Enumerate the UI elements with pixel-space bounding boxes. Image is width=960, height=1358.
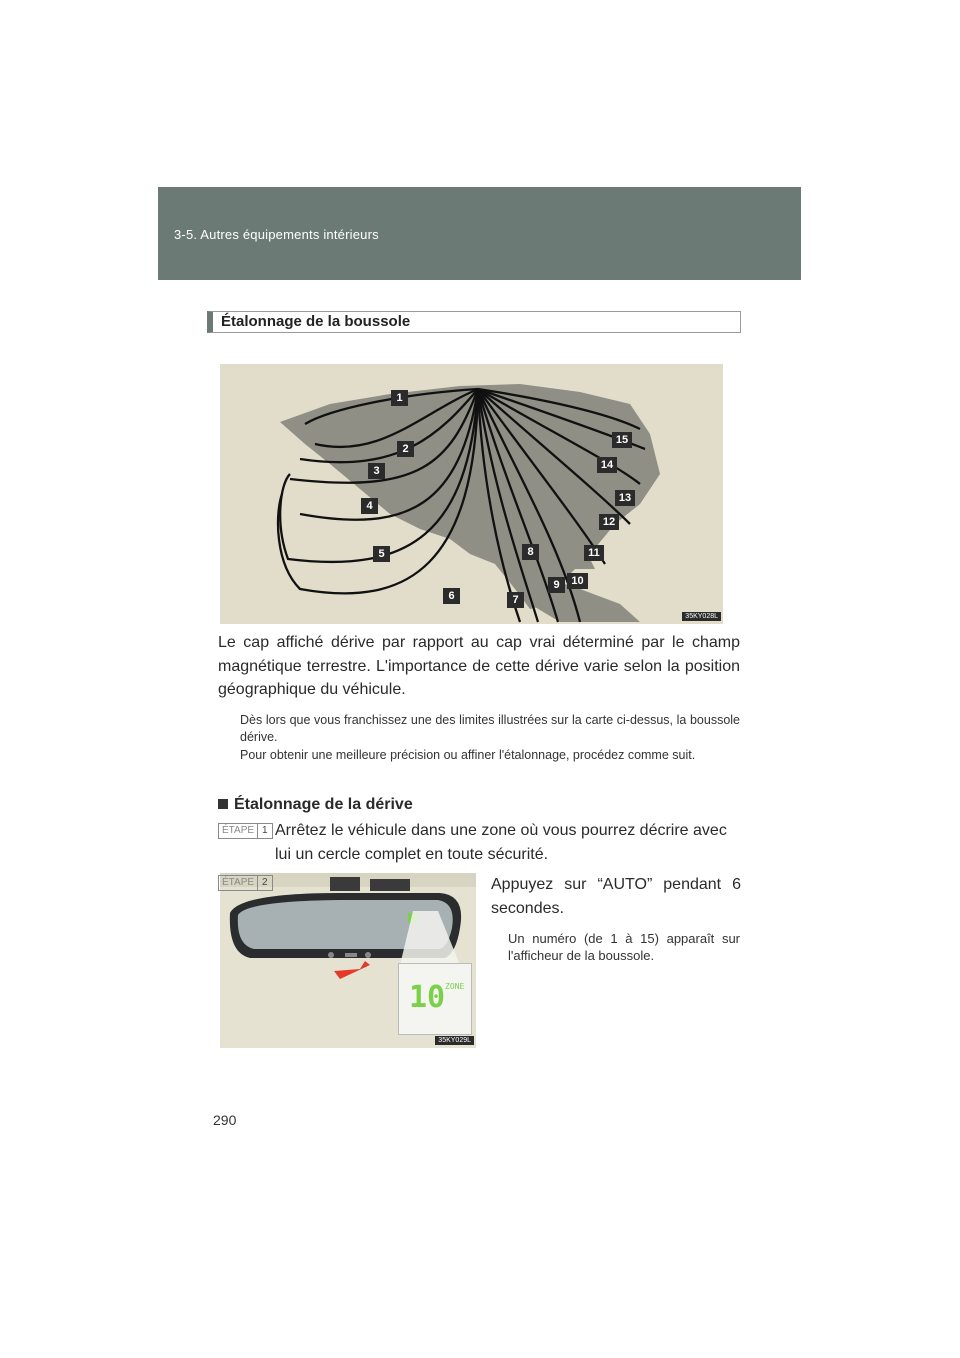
zone-word: ZONE [445,982,465,991]
step-word: ÉTAPE [222,877,255,888]
zone-label: 5 [373,546,390,562]
subsection-title-text: Étalonnage de la dérive [234,796,413,813]
zone-label: 6 [443,588,460,604]
zone-label: 3 [368,463,385,479]
zone-label: 14 [597,457,617,473]
step-number: 2 [257,876,272,890]
zone-label: 7 [507,592,524,608]
zone-label: 12 [599,514,619,530]
step-text: Arrêtez le véhicule dans une zone où vous pourrez décrire avec lui un cercle complet en toute sécurité. [275,822,727,863]
zone-label: 1 [391,390,408,406]
zone-digits: 10 [409,980,446,1015]
page-number: 290 [213,1112,237,1128]
zone-label: 15 [612,432,632,448]
section-title: Étalonnage de la boussole [221,313,411,330]
zone-label: 8 [522,544,539,560]
section-title-box [207,311,741,333]
step-tag [218,823,273,839]
zone-label: 11 [584,545,604,561]
zone-label: 10 [567,573,588,589]
subsection-title [218,796,413,814]
step-tag [218,875,273,891]
zone-label: 4 [361,498,378,514]
zone-label: 2 [397,441,414,457]
note-line: Dès lors que vous franchissez une des limites illustrées sur la carte ci-dessus, la boussole dérive. [240,713,740,744]
zone-label: 13 [615,490,635,506]
square-bullet-icon [218,799,228,809]
header-band [158,187,801,280]
chapter-breadcrumb: 3-5. Autres équipements intérieurs [174,227,379,242]
compass-zone-map [220,364,723,624]
figure-code: 35KY028L [682,612,721,621]
step-word: ÉTAPE [222,825,255,836]
zone-label: 9 [548,577,565,593]
step-number: 1 [257,824,272,838]
note-line: Pour obtenir une meilleure précision ou affiner l'étalonnage, procédez comme suit. [240,748,696,762]
figure-code: 35KY029L [435,1036,474,1045]
intro-paragraph: Le cap affiché dérive par rapport au cap vrai déterminé par le champ magnétique terrestre. L'importance de cette dérive varie selon la position géographique du véhicule. [218,634,740,698]
compass-zone-display [398,963,472,1035]
step-text: Appuyez sur “AUTO” pendant 6 secondes. [491,876,741,917]
step-note: Un numéro (de 1 à 15) apparaît sur l'afficheur de la boussole. [508,931,740,963]
map-graphic [220,364,723,624]
